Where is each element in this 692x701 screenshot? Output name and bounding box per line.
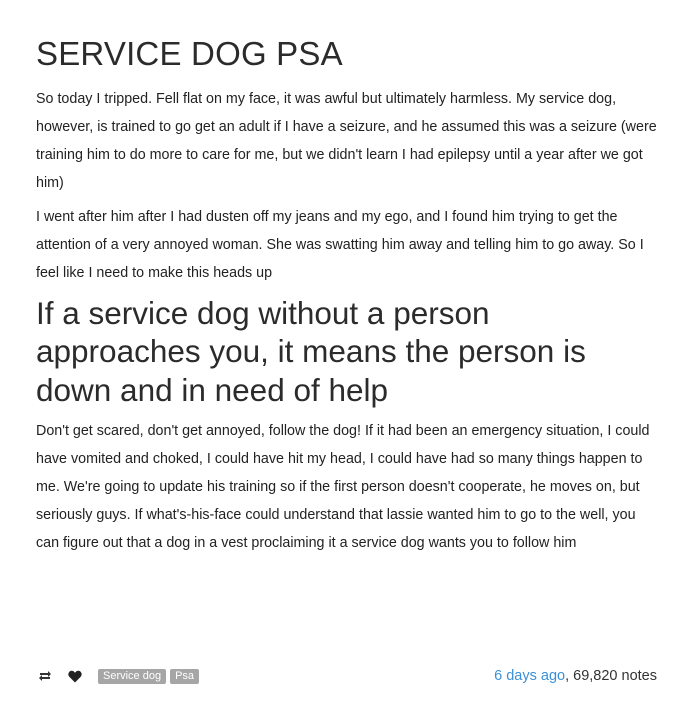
heart-icon[interactable] <box>66 667 84 685</box>
heart-icon-graphic <box>68 670 82 683</box>
post-title: SERVICE DOG PSA <box>36 35 343 72</box>
post-paragraph-1: So today I tripped. Fell flat on my face, it was awful but ultimately harmless. My service dog, however, is trained to go get an adult if I have a seizure, and he assumed this was a seizure (were training him to do more to care for me, but we didn't learn I had epilepsy until a year after we got him) <box>36 90 657 191</box>
notes-count[interactable]: 69,820 notes <box>573 668 657 684</box>
post-footer <box>36 664 657 688</box>
timestamp-link[interactable]: 6 days ago <box>494 668 566 684</box>
post <box>36 36 660 563</box>
tag-psa[interactable]: Psa <box>170 669 199 684</box>
tag-service-dog[interactable]: Service dog <box>98 669 166 684</box>
notes-separator: , <box>565 668 574 684</box>
reblog-icon-graphic <box>38 670 52 682</box>
post-paragraph-3: Don't get scared, don't get annoyed, follow the dog! If it had been an emergency situation, I could have vomited and choked, I could have hit my head, I could have had so many things happen to me. We're going to update his training so if the first person doesn't cooperate, he moves on, but seriously guys. If what's-his-face could understand that lassie wanted him to go to the well, you can figure out that a dog in a vest proclaiming it a service dog wants you to follow him <box>36 423 650 552</box>
tag-list <box>98 669 203 684</box>
post-subheading: If a service dog without a person approaches you, it means the person is down and in need of help <box>36 294 586 408</box>
post-meta <box>494 668 657 684</box>
reblog-icon[interactable] <box>36 667 54 685</box>
post-paragraph-2: I went after him after I had dusten off my jeans and my ego, and I found him trying to get the attention of a very annoyed woman. She was swatting him away and telling him to go away. So I feel like I need to make this heads up <box>36 208 644 281</box>
